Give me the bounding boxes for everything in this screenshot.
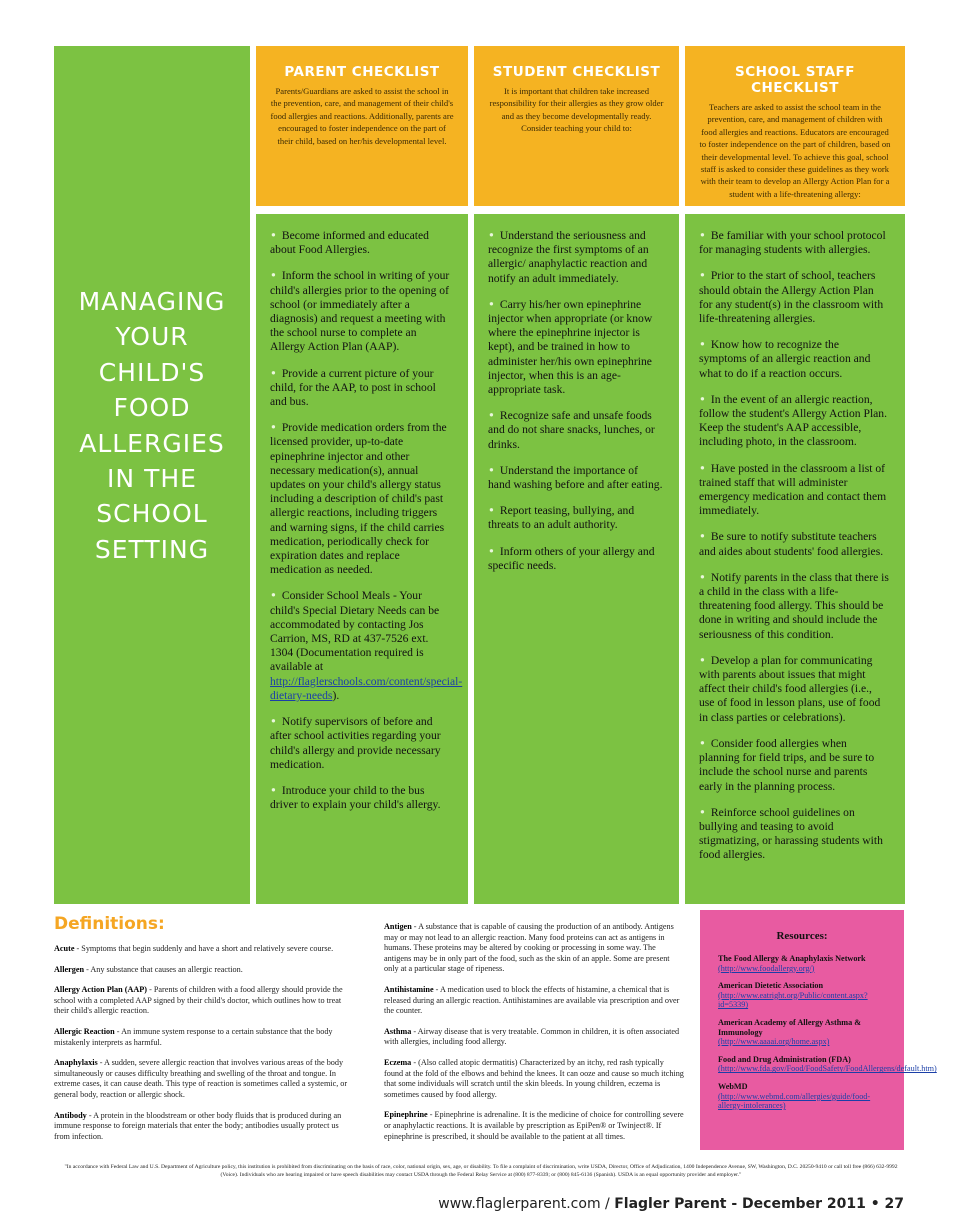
resources-heading: Resources: — [776, 930, 828, 942]
list-item: • Provide medication orders from the licensed provider, up-to-date epinephrine injector and other necessary medication(s), annual updates on your child's allergy status including a description of child's past allergic reactions, including triggers and warning signs, if the child carries medication, periodically check for expiration dates and replace medication as needed. — [270, 420, 447, 577]
resource-item: The Food Allergy & Anaphylaxis Network (http://www.foodallergy.org/) — [718, 954, 866, 973]
staff-checklist-intro: Teachers are asked to assist the school team in the prevention, care, and management of children with food allergies and reactions. Educators are encouraged to foster independence on the part of children, based on their developmental level. To achieve this goal, school staff is asked to consider these guidelines as they work with their team to develop an Allergy Action Plan for a student with a life-threatening allergy: — [699, 102, 891, 199]
definition-item: Antigen - A substance that is capable of causing the production of an antibody. Antigens may or may not lead to an allergic reaction. Many food proteins can act as antigens in humans. These proteins may be altered by cooking or processing in some way. The antigens may be in only part of the food, such as the skin of an apple. Some are present only at a particular stage of ripeness. — [384, 922, 674, 974]
definition-item: Allergen - Any substance that causes an allergic reaction. — [54, 964, 243, 974]
parent-checklist-intro: Parents/Guardians are asked to assist the school in the prevention, care, and management of their child's food allergies and reactions. Additionally, parents are encouraged to foster independence on the part of their child, based on her/his developmental level. — [270, 86, 454, 146]
resource-item: American Academy of Allergy Asthma & Immunology (http://www.aaaai.org/home.aspx) — [718, 1017, 862, 1047]
definitions-right-column — [384, 922, 684, 1152]
list-item: • Inform the school in writing of your child's allergies prior to the opening of school (or immediately after a diagnosis) and request a meeting with the school nurse to complete an Allergy Action Plan (AAP). — [270, 268, 450, 354]
student-checklist-header — [474, 46, 679, 206]
site-link[interactable]: www.flaglerparent.com / — [438, 1196, 615, 1212]
resource-link[interactable]: (http://www.fda.gov/Food/FoodSafety/FoodAllergens/default.htm) — [718, 1064, 937, 1074]
list-item: • Become informed and educated about Food Allergies. — [270, 228, 429, 257]
list-item: • Notify parents in the class that there is a child in the class with a life-threatening food allergy. This should be done in writing and should include the seriousness of this condition. — [699, 569, 889, 641]
definition-item: Eczema - (Also called atopic dermatitis) Characterized by an itchy, red rash typically found at the fold of the elbows and behind the knees. It can ooze and cause so much itching that some individuals will scratch until the skin bleeds. In young children, eczema is sometimes caused by food allergy. — [384, 1057, 684, 1099]
page-title: MANAGING YOUR CHILD'S FOOD ALLERGIES IN THE SCHOOL SETTING — [78, 287, 226, 564]
definition-item: Epinephrine - Epinephrine is adrenaline. It is the medicine of choice for controlling severe or anaphylactic reactions. It is available by prescription as EpiPen® or Twinject®. If epinephrine is prescribed, it should be available to the patient at all times. — [384, 1110, 684, 1141]
list-item: • Carry his/her own epinephrine injector when appropriate (or know where the epinephrine injector is kept), and be trained in how to administer her/his own epinephrine injector, when this is an age-appropriate task. — [488, 296, 653, 397]
staff-checklist-body — [685, 214, 905, 904]
parent-checklist-body — [256, 214, 468, 904]
resource-link[interactable]: (http://www.foodallergy.org/) — [718, 963, 815, 973]
student-checklist-heading: STUDENT CHECKLIST — [492, 64, 661, 80]
list-item: • Provide a current picture of your child, for the AAP, to post in school and bus. — [270, 365, 436, 409]
special-dietary-needs-link[interactable]: http://flaglerschools.com/content/special-dietary-needs — [270, 674, 463, 702]
parent-checklist-heading: PARENT CHECKLIST — [284, 64, 440, 80]
resource-link[interactable]: (http://www.webmd.com/allergies/guide/food-allergy-intolerances) — [718, 1091, 871, 1111]
usda-footnote: "In accordance with Federal Law and U.S. Department of Agriculture policy, this institution is prohibited from discriminating on the basis of race, color, national origin, sex, age, or disability. To file a complaint of discrimination, write USDA, Director, Office of Adjudication, 1400 Independence Avenue, SW, Washington, D.C. 20250-9410 or call toll free (866) 632-9992 (Voice). Individuals who are hearing impaired or have speech disabilities may contact USDA through the Federal Relay Service at (800) 877-8339; or (800) 845-6136 (Spanish). USDA is an equal opportunity provider and employer." — [64, 1164, 898, 1178]
list-item: • Understand the importance of hand washing before and after eating. — [488, 462, 663, 492]
list-item: • In the event of an allergic reaction, follow the student's Allergy Action Plan. Keep the student's AAP accessible, including photo, in the classroom. — [699, 391, 888, 449]
student-checklist-intro: It is important that children take increased responsibility for their allergies as they grow older and as they become developmentally ready. Consider teaching your child to: — [489, 86, 664, 134]
definition-item: Allergy Action Plan (AAP) - Parents of children with a food allergy should provide the school with a completed AAP signed by their child's doctor, which outlines how to treat their child's allergic reaction. — [54, 985, 343, 1016]
definition-item: Acute - Symptoms that begin suddenly and have a short and relatively severe course. — [54, 944, 334, 953]
definition-item: Allergic Reaction - An immune system response to a certain substance that the body mistakenly interprets as harmful. — [54, 1026, 333, 1047]
list-item: • Consider food allergies when planning for field trips, and be sure to include the school nurse and parents early in the planning process. — [699, 735, 875, 793]
definition-item: Asthma - Airway disease that is very treatable. Common in children, it is often associated with allergies, including food allergy. — [384, 1026, 680, 1047]
list-item: • Inform others of your allergy and specific needs. — [488, 543, 655, 572]
staff-checklist-heading: SCHOOL STAFF CHECKLIST — [735, 64, 855, 96]
definitions-heading: Definitions: — [54, 914, 165, 934]
resource-link[interactable]: (http://www.aaaai.org/home.aspx) — [718, 1037, 830, 1047]
parent-checklist-header — [256, 46, 468, 206]
list-item: • Recognize safe and unsafe foods and do not share snacks, lunches, or drinks. — [488, 408, 655, 451]
list-item: • Develop a plan for communicating with parents about issues that might affect their child's food allergies (i.e., use of food in lesson plans, use of food in class parties or celebrations). — [699, 652, 881, 724]
student-checklist-body — [474, 214, 679, 904]
staff-checklist-header — [685, 46, 905, 206]
definition-item: Antihistamine - A medication used to block the effects of histamine, a chemical that is released during an allergic reaction. Antihistamines are available via prescription and over the counter. — [384, 984, 680, 1016]
list-item: • Reinforce school guidelines on bullying and teasing to avoid stigmatizing, or harassing students with food allergies. — [699, 804, 883, 862]
definitions-left-column — [54, 944, 354, 1152]
list-item: • Have posted in the classroom a list of trained staff that will administer emergency medication and contact them immediately. — [699, 460, 887, 518]
definition-item: Antibody - A protein in the bloodstream or other body fluids that is produced during an immune response to foreign materials that enter the body; antibodies usually protect us from infection. — [54, 1110, 342, 1141]
resource-item: WebMD (http://www.webmd.com/allergies/guide/food-allergy-intolerances) — [718, 1081, 871, 1111]
list-item: • Notify supervisors of before and after school activities regarding your child's allergy and provide necessary medication. — [270, 714, 441, 771]
list-item: • Introduce your child to the bus driver to explain your child's allergy. — [270, 782, 441, 812]
resources-box — [700, 910, 937, 1150]
resource-item: American Dietetic Association (http://www.eatright.org/Public/content.aspx?id=5339) — [718, 981, 868, 1010]
page-footer: www.flaglerparent.com / Flagler Parent - December 2011 • 27 — [438, 1196, 904, 1212]
resource-item: Food and Drug Administration (FDA) (http://www.fda.gov/Food/FoodSafety/FoodAllergens/default.htm) — [718, 1054, 937, 1074]
list-item: • Prior to the start of school, teachers should obtain the Allergy Action Plan for any student(s) in the classroom with life-threatening allergies. — [699, 268, 884, 326]
list-item: • Consider School Meals - Your child's Special Dietary Needs can be accommodated by contacting Jos Carrion, MS, RD at 437-7526 ext. 1304 (Documentation required is available at http://flaglerschools.com/content/special-dietary-needs). — [270, 588, 463, 702]
list-item: • Understand the seriousness and recognize the first symptoms of an allergic/ anaphylactic reaction and notify an adult immediately. — [488, 228, 649, 285]
list-item: • Report teasing, bullying, and threats to an adult authority. — [488, 503, 635, 532]
resource-link[interactable]: (http://www.eatright.org/Public/content.aspx?id=5339) — [718, 990, 868, 1010]
list-item: • Be sure to notify substitute teachers and aides about students' food allergies. — [699, 529, 884, 558]
title-panel — [54, 46, 250, 904]
list-item: • Be familiar with your school protocol for managing students with allergies. — [699, 228, 886, 257]
definition-item: Anaphylaxis - A sudden, severe allergic reaction that involves various areas of the body simultaneously or causes difficulty breathing and swelling of the throat and tongue. In extreme cases, it can cause death. This type of reaction is sometimes called a systemic, or general body, reaction or allergic shock. — [54, 1058, 348, 1099]
list-item: • Know how to recognize the symptoms of an allergic reaction and what to do if a reaction occurs. — [699, 337, 871, 380]
